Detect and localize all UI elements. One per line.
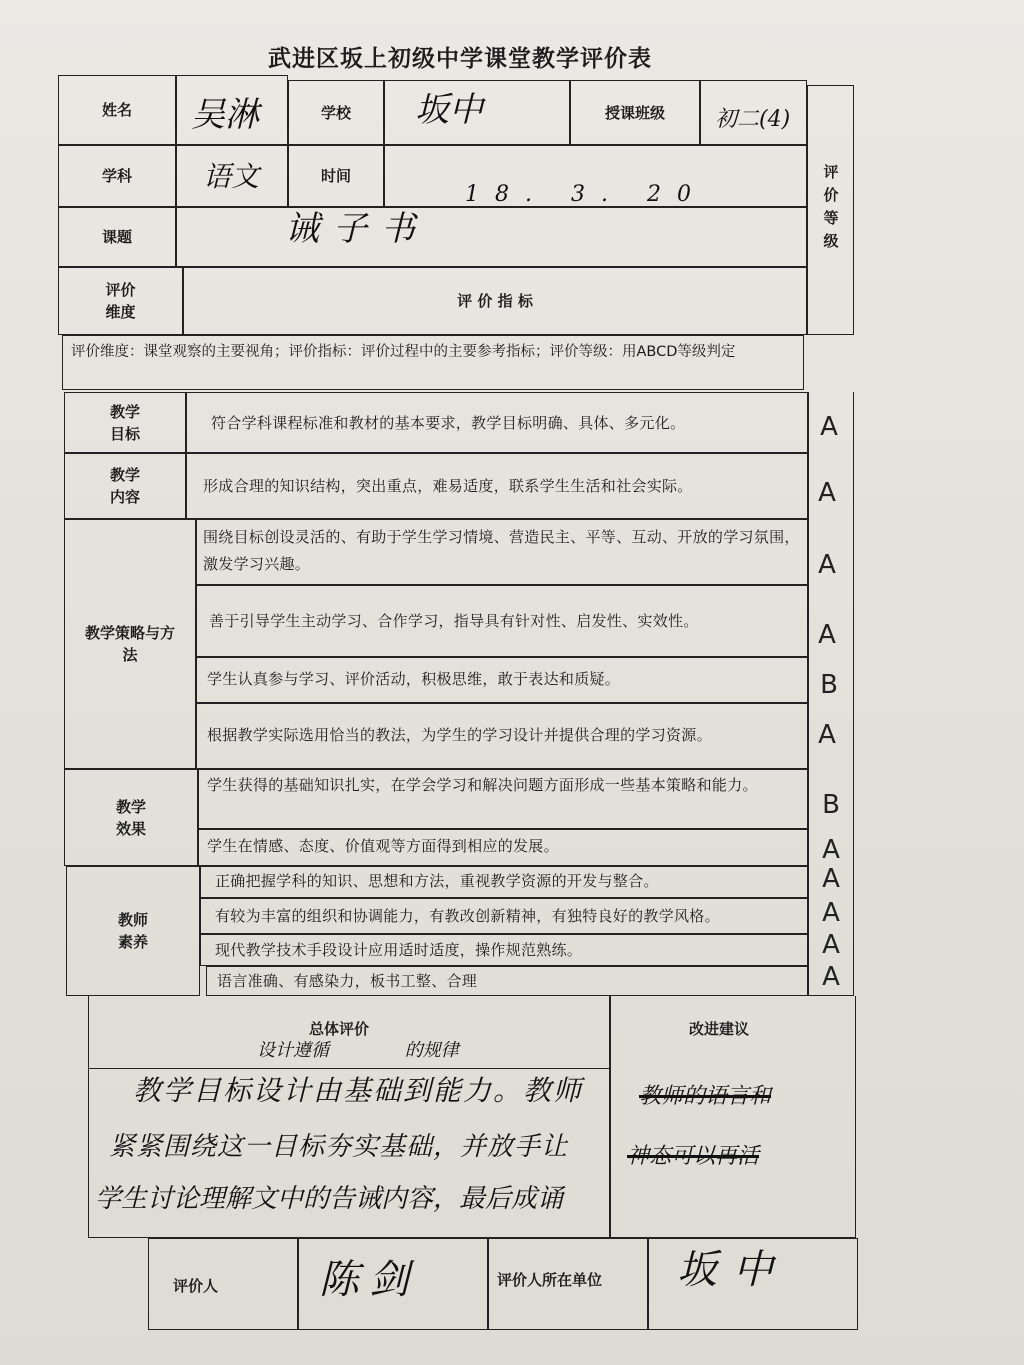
subject-value: 语文: [203, 160, 260, 193]
time-label: 时间: [320, 167, 351, 185]
dim-label-content: 教学内容: [109, 466, 140, 506]
dim-cell-effect: [64, 769, 198, 866]
indicator-row: [196, 519, 808, 585]
school-label-cell: [288, 80, 384, 145]
time-value: 18. 3. 20: [465, 182, 707, 207]
dimension-label-cell: [58, 267, 183, 335]
dim-cell-teacher: [66, 866, 200, 996]
unit-value: 坂中: [677, 1247, 789, 1293]
suggestion-line: 教师的语言和: [639, 1084, 772, 1109]
grade-value: A: [822, 898, 840, 928]
name-label-cell: [58, 75, 176, 145]
overall-line: 紧紧围绕这一目标夯实基础，并放手让: [109, 1132, 569, 1162]
time-value-cell: [384, 145, 807, 207]
indicator-row: [198, 769, 808, 829]
subject-label: 学科: [101, 167, 132, 185]
subject-value-cell: [176, 145, 288, 207]
indicator-row: [200, 866, 808, 898]
unit-label-cell: [488, 1238, 648, 1330]
suggestion-line: 神态可以再活: [627, 1144, 760, 1169]
dim-label-teacher: 教师素养: [117, 911, 148, 951]
class-value-cell: [700, 80, 807, 145]
dim-label-strategy: 教学策略与方法: [85, 624, 176, 664]
indicator-row: [196, 585, 808, 657]
indicator-text: 善于引导学生主动学习、合作学习，指导具有针对性、启发性、实效性。: [209, 612, 699, 630]
indicator-text: 正确把握学科的知识、思想和方法，重视教学资源的开发与整合。: [215, 872, 659, 890]
indicator-text: 语言准确、有感染力，板书工整、合理: [217, 972, 478, 990]
evaluator-label: 评价人: [173, 1277, 219, 1295]
evaluator-value-cell: [298, 1238, 488, 1330]
grade-value: A: [822, 930, 840, 960]
indicator-row: [196, 657, 808, 703]
topic-label-cell: [58, 207, 176, 267]
indicator-text: 符合学科课程标准和教材的基本要求，教学目标明确、具体、多元化。: [211, 414, 686, 432]
school-value-cell: [384, 80, 570, 145]
indicator-text: 形成合理的知识结构，突出重点，难易适度，联系学生生活和社会实际。: [203, 477, 693, 495]
indicator-text: 有较为丰富的组织和协调能力，有教改创新精神，有独特良好的教学风格。: [215, 907, 720, 925]
grade-value: A: [818, 720, 836, 750]
school-label: 学校: [320, 103, 351, 122]
note-text: 评价维度：课堂观察的主要视角；评价指标：评价过程中的主要参考指标；评价等级：用ABCD等级判定: [71, 344, 736, 360]
indicator-row: [196, 703, 808, 769]
indicator-label-cell: [183, 267, 807, 335]
unit-label: 评价人所在单位: [497, 1271, 603, 1289]
evaluator-label-cell: [148, 1238, 298, 1330]
grade-value: A: [822, 962, 840, 992]
indicator-text: 学生在情感、态度、价值观等方面得到相应的发展。: [207, 837, 559, 855]
indicator-row: [200, 934, 808, 966]
evaluator-value: 陈剑: [319, 1257, 419, 1303]
dim-label-effect: 教学效果: [115, 797, 146, 838]
indicator-text: 学生认真参与学习、评价活动，积极思维，敢于表达和质疑。: [207, 670, 621, 688]
suggestion-label: 改进建议: [689, 1020, 750, 1038]
grade-header-cell: [807, 85, 854, 335]
indicator-text: 根据教学实际选用恰当的教法，为学生的学习设计并提供合理的学习资源。: [207, 726, 712, 744]
indicator-row: [186, 392, 808, 453]
grade-value: A: [820, 412, 838, 442]
indicator-row: [186, 453, 808, 519]
overall-line: 学生讨论理解文中的告诫内容，最后成诵: [95, 1184, 564, 1214]
dim-cell-strategy: [64, 519, 196, 769]
grade-value: A: [818, 620, 836, 650]
dim-cell-goals: [64, 392, 186, 453]
overall-handwritten-line-top: [89, 1068, 609, 1069]
note-cell: [62, 335, 804, 390]
name-value-cell: [176, 75, 288, 145]
dimension-label: 评价维度: [105, 281, 136, 321]
class-value: 初二(4): [715, 107, 791, 132]
grade-value: A: [822, 835, 840, 865]
indicator-row: [200, 898, 808, 934]
name-label: 姓名: [101, 101, 132, 119]
topic-value: 诫子书: [285, 209, 429, 249]
grade-header-label: 评价等级: [821, 164, 840, 256]
class-label: 授课班级: [604, 103, 665, 122]
overall-line: 教学目标设计由基础到能力。教师: [133, 1074, 584, 1107]
topic-label: 课题: [101, 228, 132, 246]
grade-value: B: [820, 670, 838, 700]
grade-value: A: [818, 478, 836, 508]
dim-cell-content: [64, 453, 186, 519]
indicator-text: 现代教学技术手段设计应用适时适度，操作规范熟练。: [215, 941, 583, 959]
overall-label: 总体评价: [309, 1020, 370, 1038]
indicator-text: 学生获得的基础知识扎实，在学会学习和解决问题方面形成一些基本策略和能力。: [207, 776, 758, 794]
form-title: 武进区坂上初级中学课堂教学评价表: [268, 46, 652, 72]
suggestion-cell: [610, 996, 856, 1238]
grade-value: B: [822, 790, 840, 820]
indicator-text: 围绕目标创设灵活的、有助于学生学习情境、营造民主、平等、互动、开放的学习氛围，激发学习兴趣。: [203, 528, 800, 573]
school-value: 坂中: [415, 90, 483, 130]
indicator-row: [206, 966, 808, 996]
indicator-row: [198, 829, 808, 866]
time-label-cell: [288, 145, 384, 207]
grade-value: A: [822, 864, 840, 894]
grade-value: A: [818, 550, 836, 580]
name-value: 吴淋: [191, 95, 259, 135]
topic-value-cell: [176, 207, 807, 267]
dim-label-goals: 教学目标: [109, 402, 140, 443]
overall-cell: [88, 996, 610, 1238]
unit-value-cell: [648, 1238, 858, 1330]
subject-label-cell: [58, 145, 176, 207]
overall-insert: 设计遵循 的规律: [257, 1040, 459, 1061]
indicator-label: 评 价 指 标: [457, 292, 533, 310]
class-label-cell: [570, 80, 700, 145]
